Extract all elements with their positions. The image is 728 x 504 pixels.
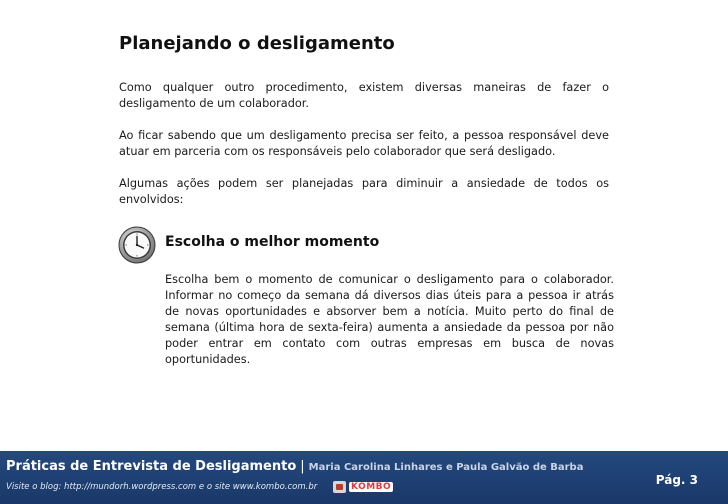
kombo-logo[interactable]: [333, 480, 393, 494]
footer-title-line: [6, 459, 583, 474]
page-number: Pág. 3: [655, 473, 698, 487]
footer-authors: Maria Carolina Linhares e Paula Galvão de Barba: [308, 462, 584, 473]
kombo-logo-text: KOMBO: [351, 482, 392, 492]
footer-title: Práticas de Entrevista de Desligamento: [6, 459, 297, 474]
footer-separator: |: [300, 459, 305, 474]
page-title: Planejando o desligamento: [119, 33, 395, 54]
section-title: Escolha o melhor momento: [165, 234, 380, 250]
paragraph-actions: Algumas ações podem ser planejadas para diminuir a ansiedade de todos os envolvidos:: [119, 177, 609, 206]
paragraph-partnership: Ao ficar sabendo que um desligamento precisa ser feito, a pessoa responsável deve atuar em parceria com os responsáveis pelo colaborador que será desligado.: [119, 129, 609, 158]
clock-icon: [118, 226, 156, 264]
footer-blog-link[interactable]: Visite o blog: http://mundorh.wordpress.com e o site www.kombo.com.br: [6, 482, 318, 492]
footer-bar: [0, 451, 728, 504]
kombo-logo-icon: [333, 481, 346, 493]
section-body: Escolha bem o momento de comunicar o desligamento para o colaborador. Informar no começo da semana dá diversos dias úteis para a pessoa ir atrás de novas oportunidades e absorver bem a notícia. Muito perto do final de semana (última hora de sexta-feira) aumenta a ansiedade da pessoa por não poder entrar em contato com outras empresas em busca de novas oportunidades.: [165, 273, 614, 366]
paragraph-intro: Como qualquer outro procedimento, existem diversas maneiras de fazer o desligamento de um colaborador.: [119, 81, 609, 110]
